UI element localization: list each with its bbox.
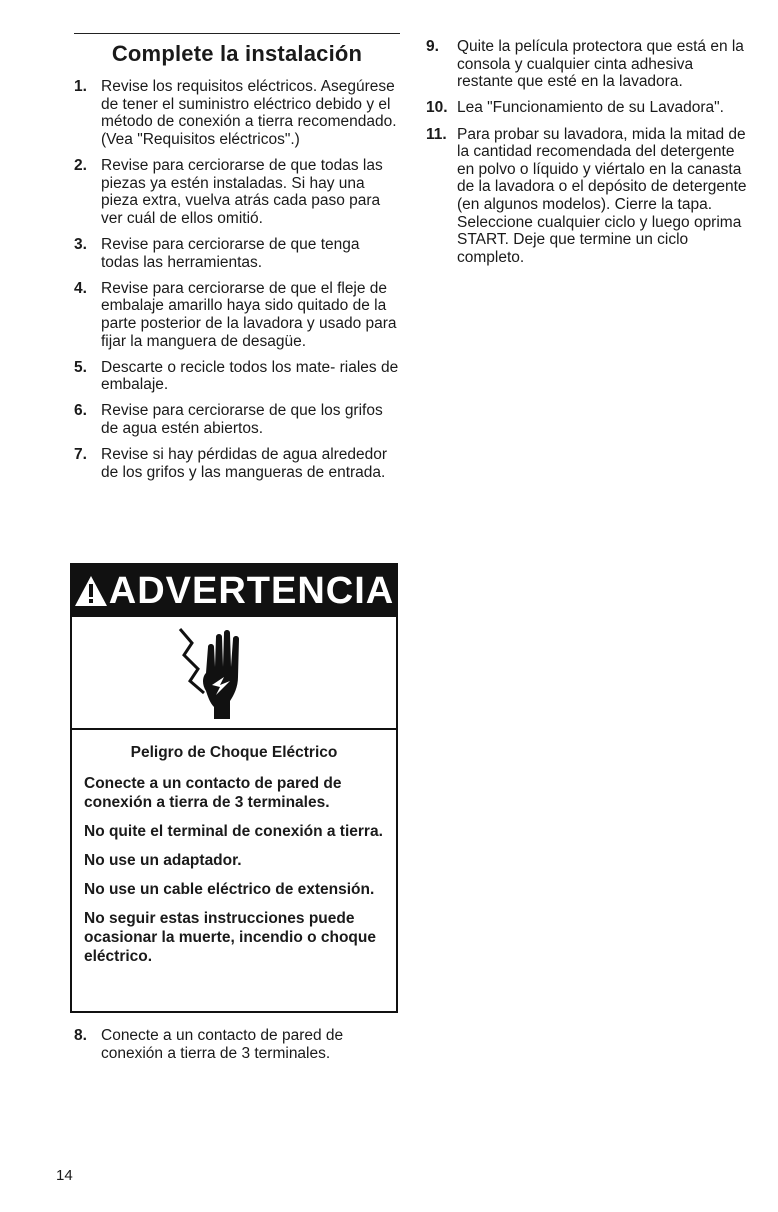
step-text: Conecte a un contacto de pared de conexión a tierra de 3 terminales.	[101, 1027, 344, 1062]
step-item	[74, 446, 400, 481]
step-item	[74, 402, 400, 437]
step-text: Lea "Funcionamiento de su Lavadora".	[457, 99, 724, 117]
warning-line: No use un cable eléctrico de extensión.	[84, 881, 375, 898]
top-rule	[74, 33, 400, 34]
step-item	[74, 78, 400, 148]
step-number: 9.	[426, 38, 439, 55]
step-text: Revise los requisitos eléctricos. Asegúrese de tener el suministro eléctrico debido y el método de conexión a tierra recomendado. (Vea "Requisitos eléctricos".)	[101, 78, 397, 148]
hazard-title: Peligro de Choque Eléctrico	[130, 744, 338, 761]
warning-header	[72, 565, 396, 617]
warning-text	[84, 743, 384, 976]
step-text: Revise para cerciorarse de que los grifos de agua estén abiertos.	[101, 402, 383, 438]
step-text: Revise para cerciorarse de que todas las piezas ya estén instaladas. Si hay una pieza extra, vuelva atrás cada paso para ver cuál de ellos omitió.	[101, 156, 383, 227]
warning-line: No use un adaptador.	[84, 852, 242, 869]
electric-shock-hand-icon	[172, 625, 272, 723]
step-text: Revise si hay pérdidas de agua alrededor de los grifos y las mangueras de entrada.	[101, 446, 388, 481]
step-number: 8.	[74, 1027, 87, 1044]
warning-line: No seguir estas instrucciones puede ocasionar la muerte, incendio o choque eléctrico.	[84, 910, 376, 965]
warning-line: No quite el terminal de conexión a tierra.	[84, 823, 383, 840]
warning-triangle-icon	[74, 575, 108, 607]
warning-line: Conecte a un contacto de pared de conexión a tierra de 3 terminales.	[84, 775, 342, 811]
step-text: Quite la película protectora que está en la consola y cualquier cinta adhesiva restante que esté en la lavadora.	[457, 38, 744, 91]
page-number: 14	[56, 1167, 73, 1184]
step-number: 7.	[74, 446, 87, 464]
step-number: 5.	[74, 358, 87, 376]
step-item	[426, 99, 752, 117]
step-item	[74, 236, 400, 271]
step-item	[426, 38, 752, 91]
step-number: 4.	[74, 279, 87, 297]
step-item	[74, 157, 400, 227]
step-text: Revise para cerciorarse de que el fleje de embalaje amarillo haya sido quitado de la parte posterior de la lavadora y usado para fijar la manguera de desagüe.	[101, 279, 397, 350]
warning-header-text: ADVERTENCIA	[108, 569, 395, 612]
left-step-list	[74, 78, 400, 490]
step-number: 2.	[74, 156, 87, 174]
warning-divider	[72, 728, 396, 730]
step-item	[74, 1027, 400, 1062]
section-title: Complete la instalación	[111, 41, 363, 66]
right-step-list	[426, 38, 752, 275]
bottom-step-list	[74, 1027, 400, 1071]
step-text: Descarte o recicle todos los mate- riales de embalaje.	[101, 358, 399, 394]
step-text: Para probar su lavadora, mida la mitad de la cantidad recomendada del detergente en polvo o líquido y viértalo en la canasta de la lavadora o el depósito de detergente (en algunos modelos). Cierre la tapa. Seleccione cualquier ciclo y luego oprima START. Deje que termine un ciclo completo.	[457, 125, 747, 266]
step-number: 10.	[426, 99, 448, 117]
step-item	[426, 126, 752, 267]
step-item	[74, 359, 400, 394]
step-number: 1.	[74, 78, 87, 95]
step-item	[74, 280, 400, 350]
step-number: 3.	[74, 235, 87, 253]
warning-box	[70, 563, 398, 1013]
step-text: Revise para cerciorarse de que tenga todas las herramientas.	[101, 235, 360, 271]
step-number: 6.	[74, 402, 87, 420]
step-number: 11.	[426, 125, 447, 143]
